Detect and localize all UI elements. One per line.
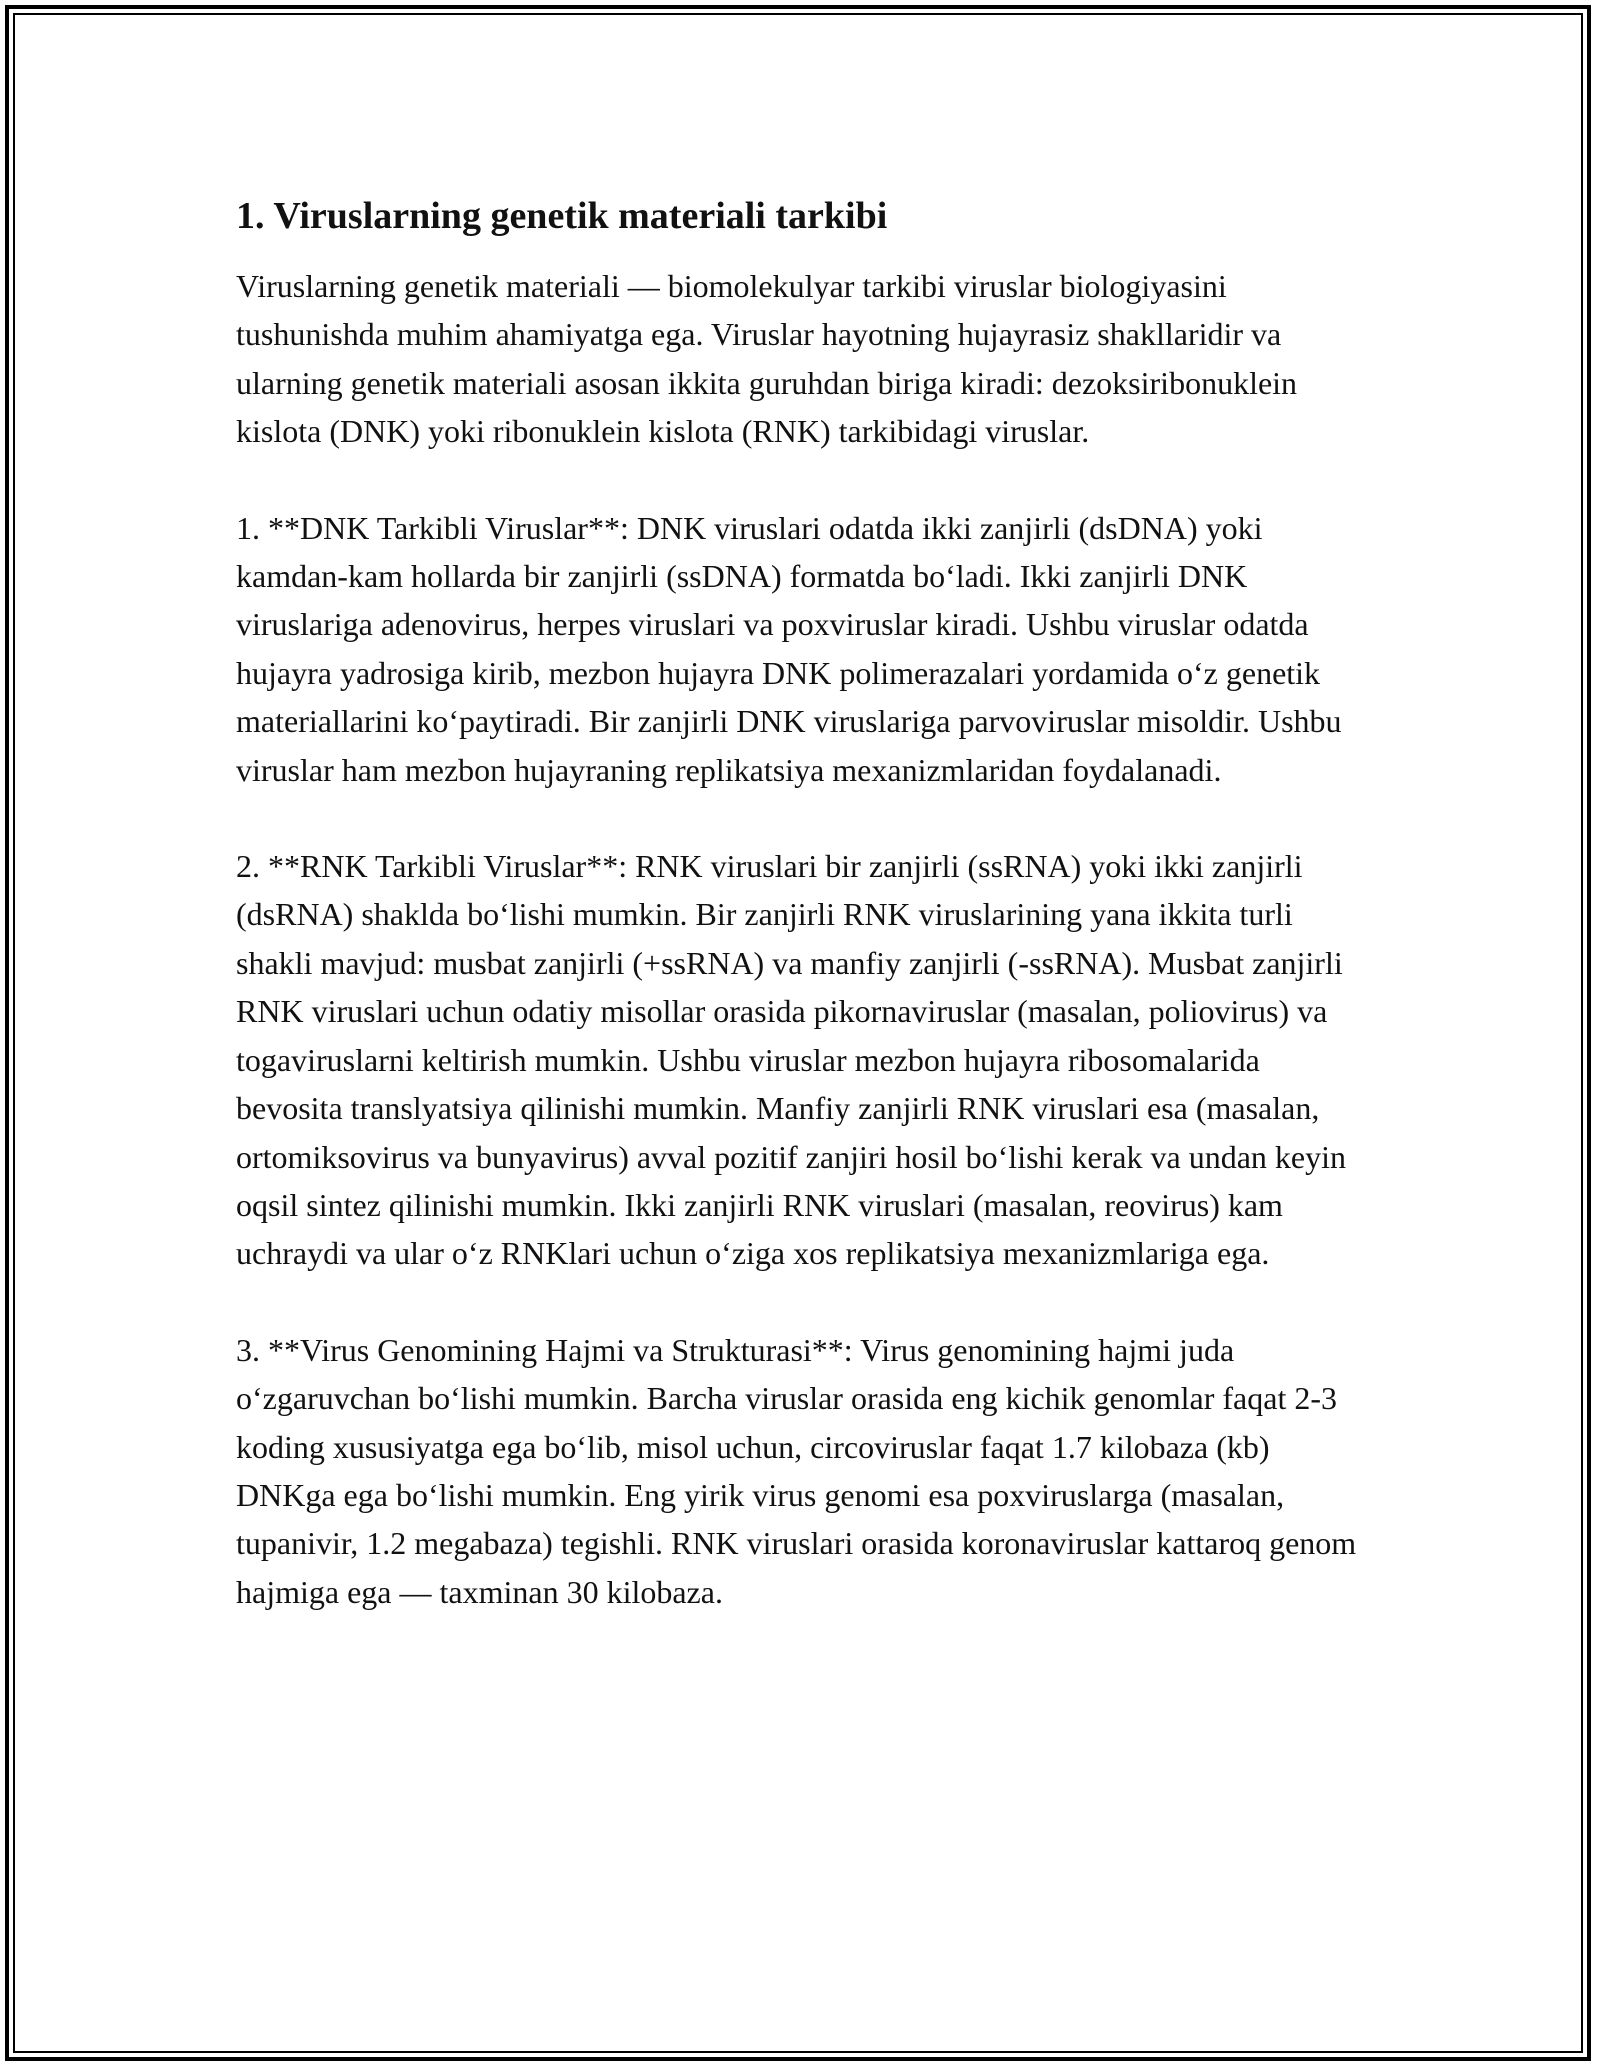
genome-size-paragraph: 3. **Virus Genomining Hajmi va Strukturasi**: Virus genomining hajmi juda o‘zgaruvchan bo‘lishi mumkin. Barcha viruslar orasida eng kichik genomlar faqat 2-3 koding xususiyatga ega bo‘lib, misol uchun, circoviruslar faqat 1.7 kilobaza (kb) DNKga ega bo‘lishi mumkin. Eng yirik virus genomi esa poxviruslarga (masalan, tupanivir, 1.2 megabaza) tegishli. RNK viruslari orasida koronaviruslar kattaroq genom hajmiga ega — taxminan 30 kilobaza. (236, 1331, 1357, 1610)
section-heading: 1. Viruslarning genetik materiali tarkibi (236, 195, 888, 237)
document-body (236, 188, 1366, 1664)
intro-paragraph: Viruslarning genetik materiali — biomolekulyar tarkibi viruslar biologiyasini tushunishda muhim ahamiyatga ega. Viruslar hayotning hujayrasiz shakllaridir va ularning genetik materiali asosan ikkita guruhdan biriga kiradi: dezoksiribonuklein kislota (DNK) yoki ribonuklein kislota (RNK) tarkibidagi viruslar. (236, 268, 1298, 450)
rna-viruses-paragraph: 2. **RNK Tarkibli Viruslar**: RNK viruslari bir zanjirli (ssRNA) yoki ikki zanjirli (dsRNA) shaklda bo‘lishi mumkin. Bir zanjirli RNK viruslarining yana ikkita turli shakli mavjud: musbat zanjirli (+ssRNA) va manfiy zanjirli (-ssRNA). Musbat zanjirli RNK viruslari uchun odatiy misollar orasida pikornaviruslar (masalan, poliovirus) va togaviruslarni keltirish mumkin. Ushbu viruslar mezbon hujayra ribosomalarida bevosita translyatsiya qilinishi mumkin. Manfiy zanjirli RNK viruslari esa (masalan, ortomiksovirus va bunyavirus) avval pozitif zanjiri hosil bo‘lishi kerak va undan keyin oqsil sintez qilinishi mumkin. Ikki zanjirli RNK viruslari (masalan, reovirus) kam uchraydi va ular o‘z RNKlari uchun o‘ziga xos replikatsiya mexanizmlariga ega. (236, 848, 1346, 1272)
dna-viruses-paragraph: 1. **DNK Tarkibli Viruslar**: DNK viruslari odatda ikki zanjirli (dsDNA) yoki kamdan-kam hollarda bir zanjirli (ssDNA) formatda bo‘ladi. Ikki zanjirli DNK viruslariga adenovirus, herpes viruslari va poxviruslar kiradi. Ushbu viruslar odatda hujayra yadrosiga kirib, mezbon hujayra DNK polimerazalari yordamida o‘z genetik materiallarini ko‘paytiradi. Bir zanjirli DNK viruslariga parvoviruslar misoldir. Ushbu viruslar ham mezbon hujayraning replikatsiya mexanizmlaridan foydalanadi. (236, 509, 1342, 788)
